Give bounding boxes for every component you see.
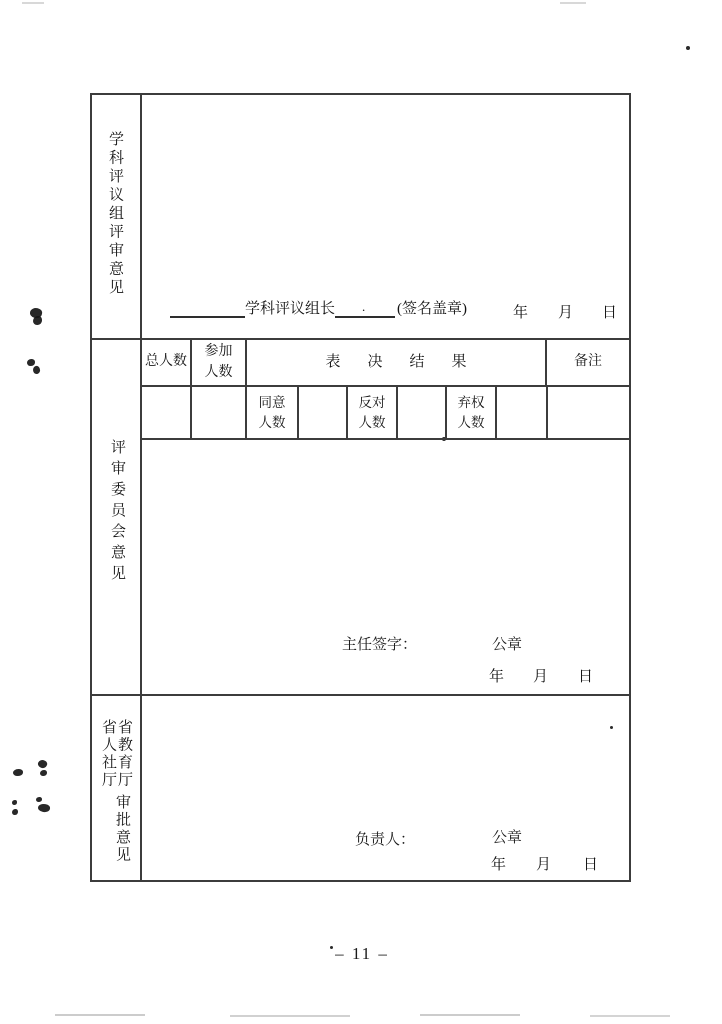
- remark-header: 备注: [574, 354, 602, 370]
- section1-signature-line: [170, 299, 467, 318]
- ink-smudge: [36, 797, 42, 802]
- day-label: 日: [583, 857, 599, 873]
- abstain-count-cell: [497, 387, 548, 438]
- ink-smudge: [40, 770, 47, 776]
- section2-label: 评审委员会意见: [109, 439, 125, 586]
- month-label: 月: [558, 305, 574, 321]
- ink-smudge: [33, 316, 42, 325]
- scan-edge-artifact: [420, 1014, 520, 1016]
- year-label: 年: [513, 305, 529, 321]
- ink-smudge: [12, 809, 18, 815]
- scan-edge-artifact: [590, 1015, 670, 1017]
- seal-note-label: (签名盖章): [397, 301, 468, 317]
- month-label: 月: [533, 669, 549, 685]
- oppose-count-header: 反对人数: [348, 387, 398, 438]
- director-signature-label: 主任签字：: [342, 637, 418, 653]
- section3-label-bottom: 审批意见: [114, 794, 130, 864]
- page-number: – 11 –: [335, 944, 389, 963]
- abstain-count-header: 弃权人数: [447, 387, 497, 438]
- stray-dot: .: [362, 299, 366, 314]
- ink-smudge: [37, 803, 50, 813]
- signature-blank-line: [335, 299, 395, 318]
- year-label: 年: [491, 857, 507, 873]
- official-seal-label: 公章: [492, 830, 523, 846]
- vote-table-subheader-row: [142, 387, 629, 438]
- total-count-header: 总人数: [142, 340, 192, 385]
- attend-count-cell: [192, 387, 247, 438]
- ink-smudge: [12, 800, 17, 805]
- scan-edge-artifact: [55, 1014, 145, 1016]
- responsible-person-label: 负责人：: [355, 832, 416, 848]
- ink-smudge: [37, 758, 49, 769]
- ink-speck: [686, 46, 690, 50]
- evaluation-form-table: [90, 93, 631, 882]
- agree-count-cell: [299, 387, 348, 438]
- ink-smudge: [27, 359, 35, 366]
- ink-smudge: [32, 365, 41, 375]
- official-seal-label: 公章: [492, 637, 523, 653]
- section2-section3-divider: [92, 694, 629, 696]
- ink-smudge: [13, 769, 23, 776]
- month-label: 月: [536, 857, 552, 873]
- remark-cell: [548, 387, 630, 438]
- oppose-count-cell: [398, 387, 447, 438]
- day-label: 日: [578, 669, 594, 685]
- scan-edge-artifact: [560, 2, 586, 4]
- signature-blank-line: [170, 299, 245, 318]
- agree-count-header: 同意人数: [247, 387, 299, 438]
- group-leader-label: 学科评议组长: [245, 301, 336, 317]
- label-column-divider: [140, 95, 142, 880]
- attend-count-header: 参加人数: [192, 340, 247, 385]
- vote-table-header-row: [142, 340, 629, 385]
- day-label: 日: [602, 305, 618, 321]
- vote-table-bottom-divider: [142, 438, 629, 440]
- total-count-cell: [142, 387, 192, 438]
- year-label: 年: [489, 669, 505, 685]
- section3-label-left-column: 省人社厅: [100, 719, 116, 789]
- scan-edge-artifact: [230, 1015, 350, 1017]
- scan-edge-artifact: [22, 2, 44, 4]
- vote-result-header: 表决结果: [247, 340, 547, 385]
- section3-label-right-column: 省教育厅: [116, 719, 132, 789]
- section1-label: 学科评议组评审意见: [107, 131, 123, 298]
